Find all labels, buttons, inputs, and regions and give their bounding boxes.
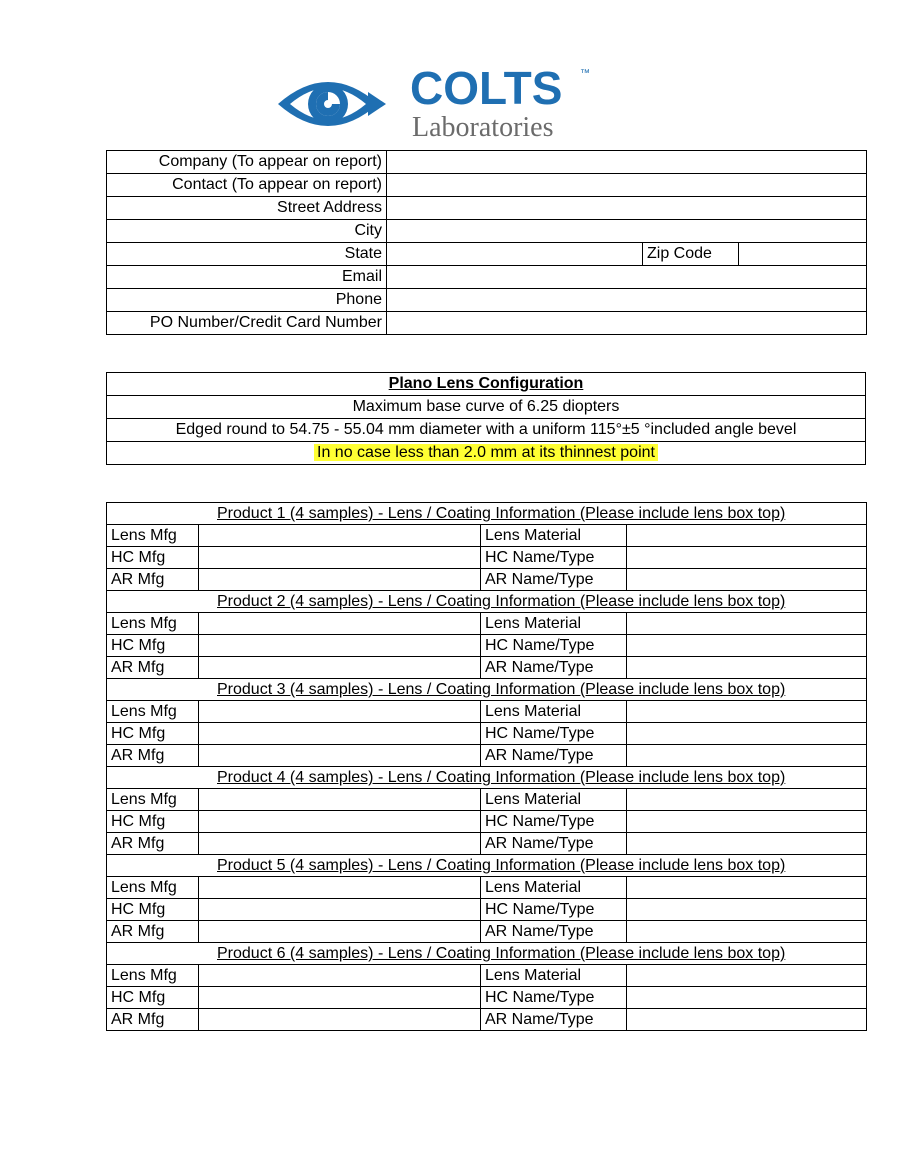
product-4-lens-mfg-row: [107, 789, 867, 811]
product-6-heading: Product 6 (4 samples) - Lens / Coating Information (Please include lens box top): [107, 943, 867, 965]
product-3-ar-name-label: AR Name/Type: [481, 745, 627, 767]
city-label: City: [107, 220, 387, 243]
product-6-lens-material-label: Lens Material: [481, 965, 627, 987]
po-field[interactable]: [387, 312, 867, 335]
product-6-ar-mfg-label: AR Mfg: [107, 1009, 199, 1031]
product-2-ar-name-field[interactable]: [627, 657, 867, 679]
product-3-hc-name-label: HC Name/Type: [481, 723, 627, 745]
product-1-lens-mfg-field[interactable]: [199, 525, 481, 547]
plano-edging: Edged round to 54.75 - 55.04 mm diameter with a uniform 115°±5 °included angle bevel: [107, 419, 866, 442]
contact-label: Contact (To appear on report): [107, 174, 387, 197]
plano-title: Plano Lens Configuration: [388, 375, 584, 392]
product-2-hc-mfg-field[interactable]: [199, 635, 481, 657]
product-4-heading-row: [107, 767, 867, 789]
product-4-ar-name-field[interactable]: [627, 833, 867, 855]
product-4-hc-mfg-row: [107, 811, 867, 833]
product-3-heading: Product 3 (4 samples) - Lens / Coating Information (Please include lens box top): [107, 679, 867, 701]
product-6-lens-mfg-label: Lens Mfg: [107, 965, 199, 987]
product-1-lens-material-label: Lens Material: [481, 525, 627, 547]
contact-info-form: [106, 150, 867, 335]
product-6-lens-mfg-row: [107, 965, 867, 987]
product-5-ar-name-field[interactable]: [627, 921, 867, 943]
plano-base-curve: Maximum base curve of 6.25 diopters: [107, 396, 866, 419]
product-5-heading-row: [107, 855, 867, 877]
product-3-lens-material-field[interactable]: [627, 701, 867, 723]
zip-label: Zip Code: [643, 243, 739, 266]
eye-logo-icon: [268, 52, 598, 144]
product-6-hc-mfg-row: [107, 987, 867, 1009]
product-6-ar-mfg-row: [107, 1009, 867, 1031]
company-field[interactable]: [387, 151, 867, 174]
product-4-lens-material-field[interactable]: [627, 789, 867, 811]
product-4-hc-mfg-label: HC Mfg: [107, 811, 199, 833]
plano-config-table: [106, 372, 866, 465]
product-5-ar-mfg-label: AR Mfg: [107, 921, 199, 943]
product-2-hc-name-field[interactable]: [627, 635, 867, 657]
zip-field[interactable]: [739, 243, 867, 266]
product-2-ar-mfg-field[interactable]: [199, 657, 481, 679]
state-row: [107, 243, 867, 266]
phone-label: Phone: [107, 289, 387, 312]
product-2-lens-material-label: Lens Material: [481, 613, 627, 635]
product-5-hc-mfg-row: [107, 899, 867, 921]
po-row: [107, 312, 867, 335]
product-6-heading-row: [107, 943, 867, 965]
product-2-lens-material-field[interactable]: [627, 613, 867, 635]
product-5-ar-mfg-field[interactable]: [199, 921, 481, 943]
product-2-heading-row: [107, 591, 867, 613]
product-1-ar-mfg-label: AR Mfg: [107, 569, 199, 591]
product-6-lens-mfg-field[interactable]: [199, 965, 481, 987]
product-3-lens-mfg-field[interactable]: [199, 701, 481, 723]
city-row: [107, 220, 867, 243]
product-6-ar-mfg-field[interactable]: [199, 1009, 481, 1031]
brand-name: COLTS: [410, 62, 563, 114]
product-1-lens-material-field[interactable]: [627, 525, 867, 547]
product-5-ar-mfg-row: [107, 921, 867, 943]
products-table: [106, 502, 867, 1031]
colts-logo: [268, 52, 598, 144]
product-4-lens-mfg-label: Lens Mfg: [107, 789, 199, 811]
product-6-ar-name-field[interactable]: [627, 1009, 867, 1031]
product-1-lens-mfg-row: [107, 525, 867, 547]
product-6-ar-name-label: AR Name/Type: [481, 1009, 627, 1031]
product-4-lens-mfg-field[interactable]: [199, 789, 481, 811]
product-1-ar-name-label: AR Name/Type: [481, 569, 627, 591]
product-3-heading-row: [107, 679, 867, 701]
email-label: Email: [107, 266, 387, 289]
email-field[interactable]: [387, 266, 867, 289]
product-3-ar-mfg-label: AR Mfg: [107, 745, 199, 767]
state-field[interactable]: [387, 243, 643, 266]
product-6-hc-name-field[interactable]: [627, 987, 867, 1009]
street-field[interactable]: [387, 197, 867, 220]
product-1-ar-mfg-row: [107, 569, 867, 591]
company-label: Company (To appear on report): [107, 151, 387, 174]
product-5-lens-material-field[interactable]: [627, 877, 867, 899]
product-6-hc-mfg-label: HC Mfg: [107, 987, 199, 1009]
state-label: State: [107, 243, 387, 266]
phone-row: [107, 289, 867, 312]
product-2-hc-name-label: HC Name/Type: [481, 635, 627, 657]
trademark-mark: ™: [580, 68, 590, 79]
product-3-hc-name-field[interactable]: [627, 723, 867, 745]
product-1-hc-name-field[interactable]: [627, 547, 867, 569]
product-1-hc-mfg-row: [107, 547, 867, 569]
product-4-hc-name-field[interactable]: [627, 811, 867, 833]
contact-field[interactable]: [387, 174, 867, 197]
product-3-hc-mfg-label: HC Mfg: [107, 723, 199, 745]
product-6-hc-name-label: HC Name/Type: [481, 987, 627, 1009]
street-label: Street Address: [107, 197, 387, 220]
product-2-ar-name-label: AR Name/Type: [481, 657, 627, 679]
product-5-hc-name-label: HC Name/Type: [481, 899, 627, 921]
product-1-ar-mfg-field[interactable]: [199, 569, 481, 591]
product-1-ar-name-field[interactable]: [627, 569, 867, 591]
product-6-hc-mfg-field[interactable]: [199, 987, 481, 1009]
product-5-lens-mfg-label: Lens Mfg: [107, 877, 199, 899]
product-4-ar-mfg-row: [107, 833, 867, 855]
product-1-heading-row: [107, 503, 867, 525]
product-5-ar-name-label: AR Name/Type: [481, 921, 627, 943]
product-1-lens-mfg-label: Lens Mfg: [107, 525, 199, 547]
product-4-hc-mfg-field[interactable]: [199, 811, 481, 833]
product-2-hc-mfg-label: HC Mfg: [107, 635, 199, 657]
phone-field[interactable]: [387, 289, 867, 312]
product-4-lens-material-label: Lens Material: [481, 789, 627, 811]
product-5-lens-mfg-row: [107, 877, 867, 899]
product-3-hc-mfg-field[interactable]: [199, 723, 481, 745]
product-3-lens-mfg-row: [107, 701, 867, 723]
street-row: [107, 197, 867, 220]
product-2-lens-mfg-field[interactable]: [199, 613, 481, 635]
product-5-hc-mfg-label: HC Mfg: [107, 899, 199, 921]
product-2-heading: Product 2 (4 samples) - Lens / Coating Information (Please include lens box top): [107, 591, 867, 613]
product-4-ar-name-label: AR Name/Type: [481, 833, 627, 855]
plano-thickness-note: In no case less than 2.0 mm at its thinnest point: [314, 444, 658, 461]
product-5-lens-material-label: Lens Material: [481, 877, 627, 899]
product-3-lens-material-label: Lens Material: [481, 701, 627, 723]
product-2-lens-mfg-row: [107, 613, 867, 635]
product-4-heading: Product 4 (4 samples) - Lens / Coating Information (Please include lens box top): [107, 767, 867, 789]
product-1-hc-name-label: HC Name/Type: [481, 547, 627, 569]
product-4-ar-mfg-field[interactable]: [199, 833, 481, 855]
product-1-hc-mfg-label: HC Mfg: [107, 547, 199, 569]
product-2-hc-mfg-row: [107, 635, 867, 657]
product-5-lens-mfg-field[interactable]: [199, 877, 481, 899]
product-2-ar-mfg-row: [107, 657, 867, 679]
product-5-hc-name-field[interactable]: [627, 899, 867, 921]
product-3-ar-name-field[interactable]: [627, 745, 867, 767]
email-row: [107, 266, 867, 289]
po-label: PO Number/Credit Card Number: [107, 312, 387, 335]
contact-row: [107, 174, 867, 197]
product-4-ar-mfg-label: AR Mfg: [107, 833, 199, 855]
product-2-ar-mfg-label: AR Mfg: [107, 657, 199, 679]
product-3-ar-mfg-row: [107, 745, 867, 767]
company-row: [107, 151, 867, 174]
product-1-hc-mfg-field[interactable]: [199, 547, 481, 569]
product-5-hc-mfg-field[interactable]: [199, 899, 481, 921]
product-5-heading: Product 5 (4 samples) - Lens / Coating Information (Please include lens box top): [107, 855, 867, 877]
product-1-heading: Product 1 (4 samples) - Lens / Coating Information (Please include lens box top): [107, 503, 867, 525]
product-3-ar-mfg-field[interactable]: [199, 745, 481, 767]
city-field[interactable]: [387, 220, 867, 243]
product-3-lens-mfg-label: Lens Mfg: [107, 701, 199, 723]
product-2-lens-mfg-label: Lens Mfg: [107, 613, 199, 635]
product-4-hc-name-label: HC Name/Type: [481, 811, 627, 833]
brand-subtitle: Laboratories: [412, 112, 554, 143]
product-6-lens-material-field[interactable]: [627, 965, 867, 987]
product-3-hc-mfg-row: [107, 723, 867, 745]
